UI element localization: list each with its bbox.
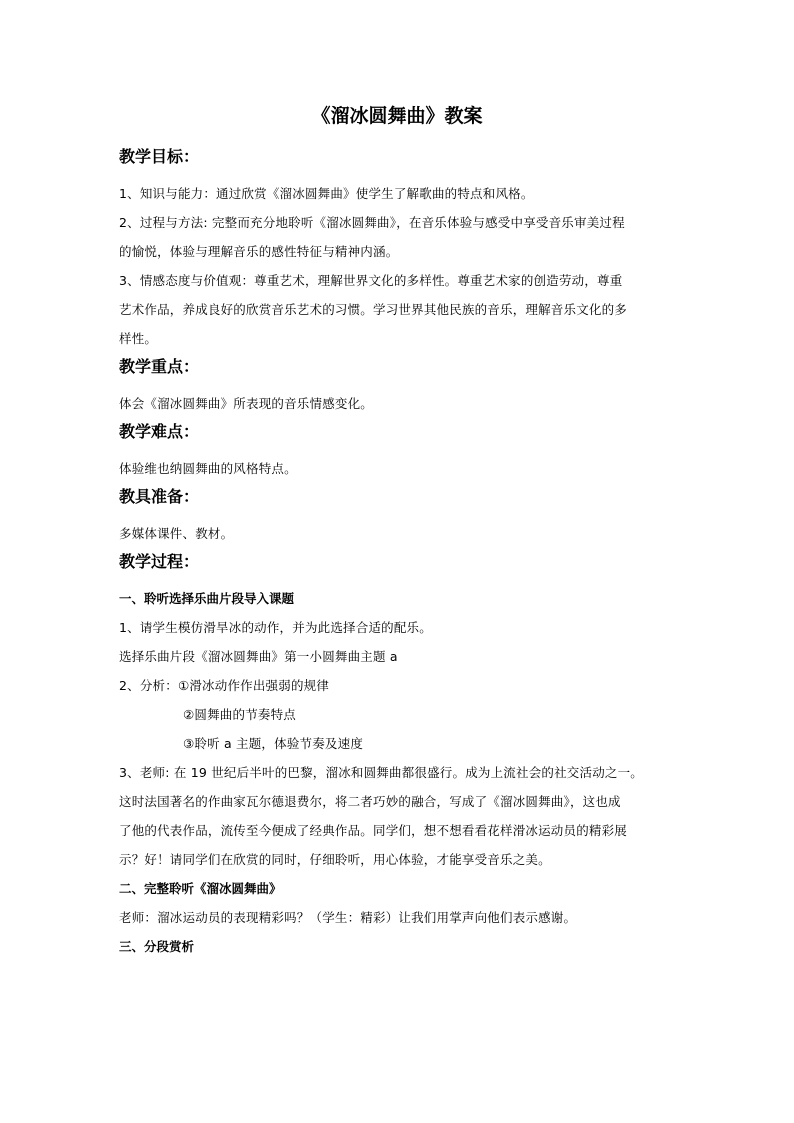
process-part2-text: 老师：溜冰运动员的表现精彩吗？（学生：精彩）让我们用掌声向他们表示感谢。 bbox=[119, 910, 577, 925]
document-title: 《溜冰圆舞曲》教案 bbox=[311, 105, 483, 127]
goal-line: 2、过程与方法: 完整而充分地聆听《溜冰圆舞曲》，在音乐体验与感受中享受音乐审美过程 bbox=[119, 215, 625, 230]
process-part3-title: 三、分段赏析 bbox=[119, 939, 195, 954]
process-line: 2、分析：①滑冰动作作出强弱的规律 bbox=[119, 678, 330, 693]
heading-tools: 教具准备： bbox=[119, 487, 200, 506]
difficulties-text: 体验维也纳圆舞曲的风格特点。 bbox=[119, 461, 297, 476]
heading-difficulties: 教学难点： bbox=[119, 422, 200, 441]
process-line: 示？好！请同学们在欣赏的同时，仔细聆听，用心体验，才能享受音乐之美。 bbox=[119, 852, 551, 867]
process-indented-line: ②圆舞曲的节奏特点 bbox=[183, 707, 297, 722]
goal-line: 1、知识与能力：通过欣赏《溜冰圆舞曲》使学生了解歌曲的特点和风格。 bbox=[119, 186, 534, 201]
process-line: 1、请学生模仿滑旱冰的动作，并为此选择合适的配乐。 bbox=[119, 620, 432, 635]
heading-goals: 教学目标： bbox=[119, 147, 200, 166]
goal-line: 3、情感态度与价值观：尊重艺术，理解世界文化的多样性。尊重艺术家的创造劳动，尊重 bbox=[119, 273, 623, 288]
process-part1-title: 一、聆听选择乐曲片段导入课题 bbox=[119, 591, 295, 606]
key-points-text: 体会《溜冰圆舞曲》所表现的音乐情感变化。 bbox=[119, 396, 374, 411]
process-indented-line: ③聆听 a 主题，体验节奏及速度 bbox=[183, 736, 364, 751]
process-line: 这时法国著名的作曲家瓦尔德退费尔，将二者巧妙的融合，写成了《溜冰圆舞曲》，这也成 bbox=[119, 794, 621, 809]
process-line: 了他的代表作品，流传至今便成了经典作品。同学们，想不想看看花样滑冰运动员的精彩展 bbox=[119, 823, 628, 838]
process-part2-title: 二、完整聆听《溜冰圆舞曲》 bbox=[119, 881, 282, 896]
process-line: 选择乐曲片段《溜冰圆舞曲》第一小圆舞曲主题 a bbox=[119, 649, 398, 664]
goal-line: 艺术作品，养成良好的欣赏音乐艺术的习惯。学习世界其他民族的音乐，理解音乐文化的多 bbox=[119, 302, 628, 317]
goal-line: 的愉悦，体验与理解音乐的感性特征与精神内涵。 bbox=[119, 244, 399, 259]
heading-process: 教学过程： bbox=[119, 552, 200, 571]
heading-key-points: 教学重点： bbox=[119, 357, 200, 376]
tools-text: 多媒体课件、教材。 bbox=[119, 526, 234, 541]
goal-line: 样性。 bbox=[119, 331, 158, 346]
document-body bbox=[119, 143, 679, 961]
process-line: 3、老师: 在 19 世纪后半叶的巴黎，溜冰和圆舞曲都很盛行。成为上流社会的社交活动之一。 bbox=[119, 765, 643, 780]
